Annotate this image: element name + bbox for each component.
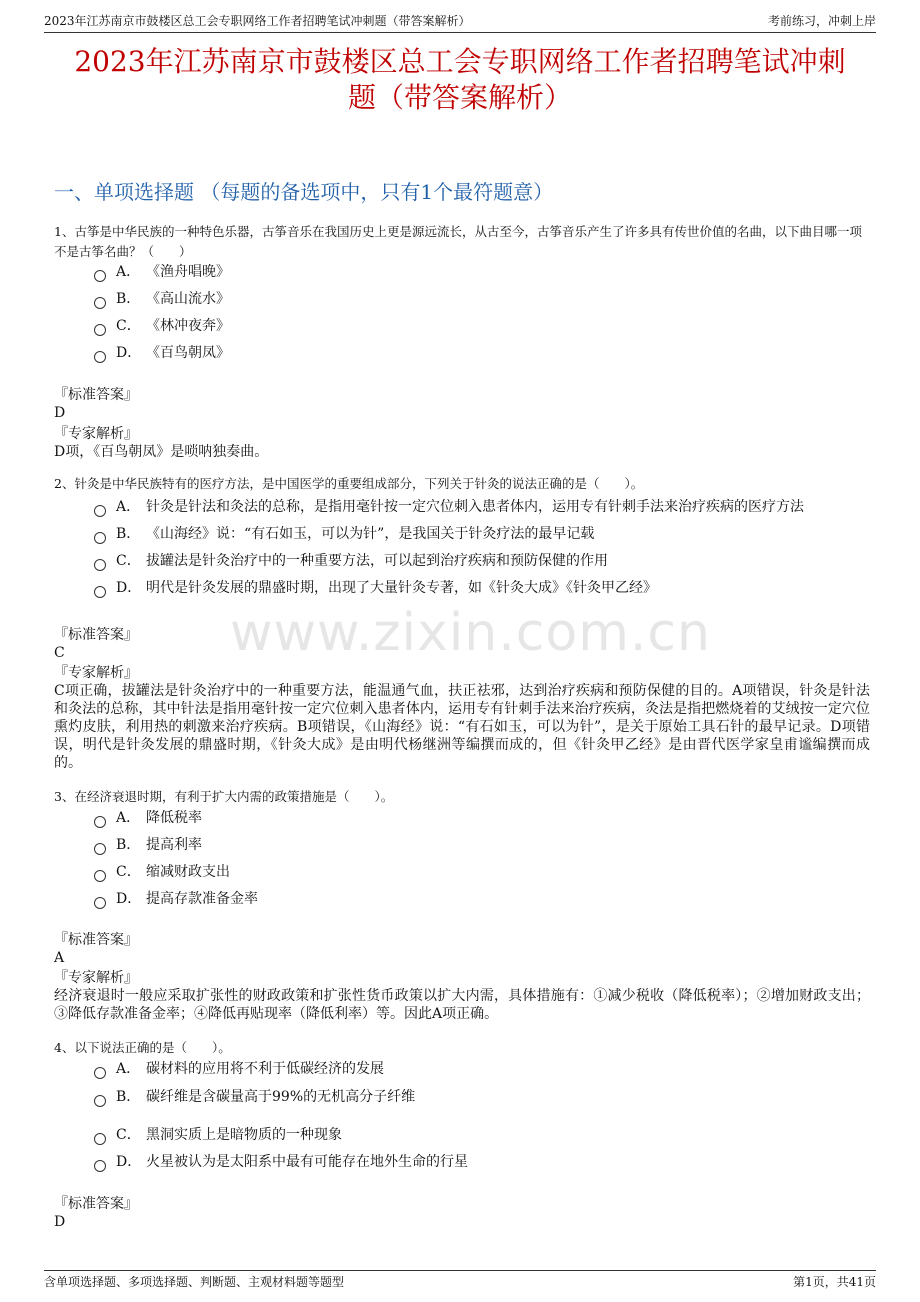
radio-icon[interactable] [94,897,106,909]
option-c[interactable] [94,862,230,882]
option-text: 降低税率 [146,810,202,826]
option-label: A． [116,264,141,280]
radio-icon[interactable] [94,816,106,828]
page-header [44,10,876,33]
radio-icon[interactable] [94,559,106,571]
option-label: D． [116,891,142,907]
analysis-tag: 『专家解析』 [54,426,138,442]
radio-icon[interactable] [94,1067,106,1079]
option-text: 提高利率 [146,837,202,853]
radio-icon[interactable] [94,532,106,544]
radio-icon[interactable] [94,870,106,882]
header-slogan: 考前练习，冲刺上岸 [767,14,876,28]
option-text: 《山海经》说：“有石如玉，可以为针”，是我国关于针灸疗法的最早记载 [146,526,595,542]
option-text: 黑洞实质上是暗物质的一种现象 [146,1127,342,1143]
radio-icon[interactable] [94,1133,106,1145]
option-label: C． [116,864,141,880]
section-heading: 一、单项选择题 （每题的备选项中，只有1个最符题意） [54,180,554,204]
page-title [40,44,880,116]
analysis-text: D项，《百鸟朝凤》是唢呐独奏曲。 [54,444,269,460]
option-label: B． [116,291,141,307]
option-text: 火星被认为是太阳系中最有可能存在地外生命的行星 [146,1154,468,1170]
radio-icon[interactable] [94,843,106,855]
option-label: C． [116,1127,141,1143]
option-text: 碳纤维是含碳量高于99%的无机高分子纤维 [146,1089,416,1105]
answer-tag: 『标准答案』 [54,387,138,403]
header-doc-title: 2023年江苏南京市鼓楼区总工会专职网络工作者招聘笔试冲刺题（带答案解析） [44,14,471,28]
radio-icon[interactable] [94,351,106,363]
page-title-line2: 题（带答案解析） [347,81,572,114]
radio-icon[interactable] [94,270,106,282]
option-text: 《高山流水》 [146,291,230,307]
option-label: D． [116,580,142,596]
answer-value: D [54,405,66,421]
option-c[interactable] [94,316,230,336]
option-text: 提高存款准备金率 [146,891,258,907]
answer-value: C [54,645,65,661]
answer-tag: 『标准答案』 [54,627,138,643]
option-a[interactable] [94,497,804,517]
option-b[interactable] [94,835,202,855]
footer-question-types: 含单项选择题、多项选择题、判断题、主观材料题等题型 [44,1275,345,1289]
option-d[interactable] [94,889,258,909]
analysis-text: 经济衰退时一般应采取扩张性的财政政策和扩张性货币政策以扩大内需，具体措施有：①减少税收（降低税率）；②增加财政支出；③降低存款准备金率；④降低再贴现率（降低利率）等。因此A项正确。 [54,988,870,1022]
footer-page-number: 第1页，共41页 [793,1275,876,1289]
option-text: 《百鸟朝凤》 [146,345,230,361]
option-label: B． [116,1089,141,1105]
radio-icon[interactable] [94,324,106,336]
option-label: B． [116,526,141,542]
option-c[interactable] [94,551,608,571]
option-text: 碳材料的应用将不利于低碳经济的发展 [146,1061,384,1077]
option-d[interactable] [94,578,657,598]
analysis-tag: 『专家解析』 [54,970,138,986]
answer-value: D [54,1214,66,1230]
answer-value: A [54,950,65,966]
question-stem: 2、针灸是中华民族特有的医疗方法，是中国医学的重要组成部分，下列关于针灸的说法正确的是（ ）。 [54,476,644,491]
option-label: A． [116,810,141,826]
radio-icon[interactable] [94,505,106,517]
analysis-tag: 『专家解析』 [54,665,138,681]
option-text: 明代是针灸发展的鼎盛时期，出现了大量针灸专著，如《针灸大成》《针灸甲乙经》 [146,580,657,596]
answer-tag: 『标准答案』 [54,932,138,948]
option-b[interactable] [94,524,594,544]
question-stem: 1、古筝是中华民族的一种特色乐器，古筝音乐在我国历史上更是源远流长，从古至今，古筝音乐产生了许多具有传世价值的名曲，以下曲目哪一项不是古筝名曲？（ ） [54,224,862,259]
analysis-text: C项正确，拔罐法是针灸治疗中的一种重要方法，能温通气血，扶正祛邪，达到治疗疾病和预防保健的目的。A项错误，针灸是针法和灸法的总称，其中针法是指用毫针按一定穴位刺入患者体内，运用专有针刺手法来治疗疾病，灸法是指把燃烧着的艾绒按一定穴位熏灼皮肤，利用热的刺激来治疗疾病。B项错误，《山海经》说：“有石如玉，可以为针”，是关于原始工具石针的最早记录。D项错误，明代是针灸发展的鼎盛时期，《针灸大成》是由明代杨继洲等编撰而成的，但《针灸甲乙经》是由晋代医学家皇甫谧编撰而成的。 [54,683,870,771]
option-label: C． [116,318,141,334]
question-stem: 4、以下说法正确的是（ ）。 [54,1040,231,1055]
option-label: D． [116,1154,142,1170]
option-d[interactable] [94,343,230,363]
option-label: A． [116,1061,141,1077]
radio-icon[interactable] [94,297,106,309]
option-a[interactable] [94,808,202,828]
option-b[interactable] [94,289,230,309]
option-label: C． [116,553,141,569]
option-text: 拔罐法是针灸治疗中的一种重要方法，可以起到治疗疾病和预防保健的作用 [146,553,608,569]
option-text: 《渔舟唱晚》 [146,264,230,280]
option-label: D． [116,345,142,361]
page-footer [44,1270,876,1293]
option-d[interactable] [94,1152,468,1172]
answer-tag: 『标准答案』 [54,1196,138,1212]
radio-icon[interactable] [94,586,106,598]
watermark: www.zixin.com.cn [230,603,711,663]
option-label: A． [116,499,141,515]
option-a[interactable] [94,1059,384,1079]
question-stem: 3、在经济衰退时期，有利于扩大内需的政策措施是（ ）。 [54,789,394,804]
option-text: 《林冲夜奔》 [146,318,230,334]
option-b[interactable] [94,1087,415,1107]
radio-icon[interactable] [94,1160,106,1172]
option-text: 针灸是针法和灸法的总称，是指用毫针按一定穴位刺入患者体内，运用专有针刺手法来治疗疾病的医疗方法 [146,499,804,515]
page-title-line1: 2023年江苏南京市鼓楼区总工会专职网络工作者招聘笔试冲刺 [74,45,846,78]
option-text: 缩减财政支出 [146,864,230,880]
option-c[interactable] [94,1125,342,1145]
option-label: B． [116,837,141,853]
option-a[interactable] [94,262,230,282]
radio-icon[interactable] [94,1095,106,1107]
